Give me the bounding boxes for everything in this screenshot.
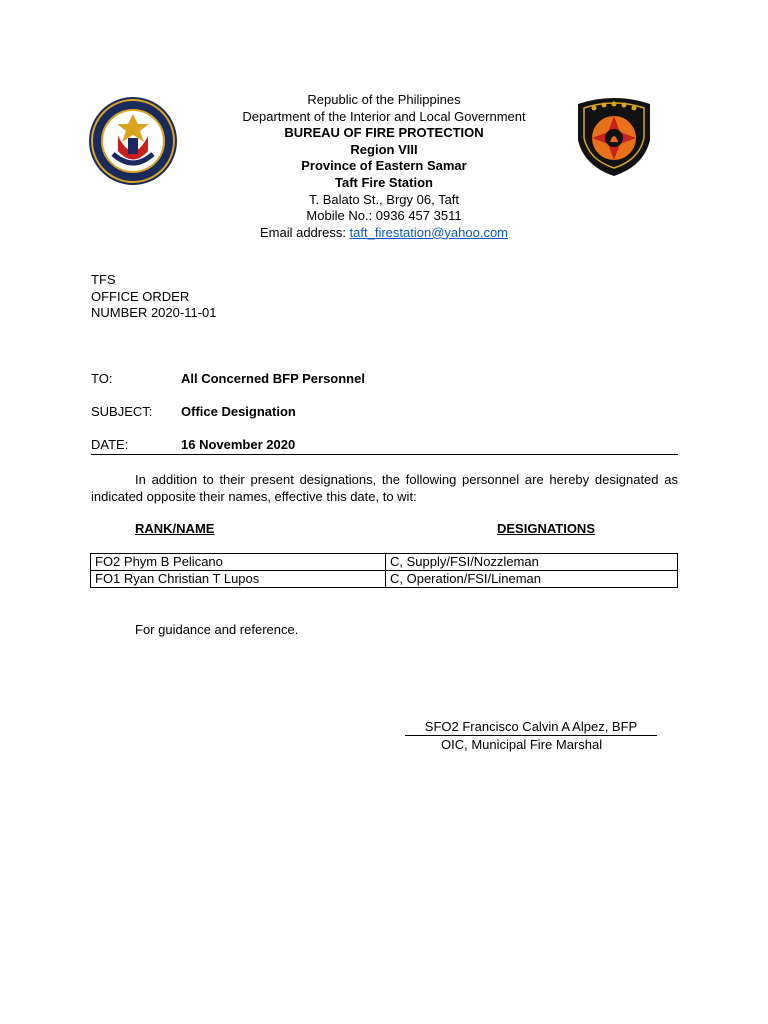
email-link[interactable]: taft_firestation@yahoo.com (349, 224, 509, 240)
order-office: TFS (91, 272, 116, 287)
designation-cell: C, Supply/FSI/Nozzleman (386, 554, 678, 571)
header-divider (91, 454, 678, 455)
personnel-name-cell: FO1 Ryan Christian T Lupos (91, 571, 386, 588)
order-number: NUMBER 2020-11-01 (91, 305, 217, 320)
table-row (91, 554, 678, 571)
letterhead-email-line (200, 225, 568, 242)
letterhead-address: T. Balato St., Brgy 06, Taft (308, 191, 460, 207)
body-paragraph: In addition to their present designations, the following personnel are hereby designated as indicated opposite their names, effective this date, to wit: (91, 472, 678, 504)
order-type: OFFICE ORDER (91, 288, 190, 304)
date-value: 16 November 2020 (181, 437, 296, 452)
letterhead (200, 92, 568, 241)
closing-line: For guidance and reference. (135, 622, 299, 637)
letterhead-bureau: BUREAU OF FIRE PROTECTION (284, 125, 484, 141)
signature-block (405, 718, 657, 753)
personnel-name-cell: FO2 Phym B Pelicano (91, 554, 386, 571)
letterhead-department: Department of the Interior and Local Government (242, 108, 526, 124)
letterhead-mobile: Mobile No.: 0936 457 3511 (306, 208, 462, 224)
subject-label: SUBJECT: (91, 404, 153, 419)
rank-name-header: RANK/NAME (135, 521, 215, 536)
bfp-fire-station-emblem-icon (574, 94, 654, 178)
signatory-title: OIC, Municipal Fire Marshal (441, 737, 603, 752)
designations-table (90, 553, 678, 588)
to-label: TO: (91, 371, 113, 386)
letterhead-republic: Republic of the Philippines (307, 92, 461, 107)
designation-cell: C, Operation/FSI/Lineman (386, 571, 678, 588)
bureau-of-fire-protection-seal-icon (88, 96, 178, 186)
signatory-name: SFO2 Francisco Calvin A Alpez, BFP (405, 718, 657, 736)
letterhead-region: Region VIII (350, 141, 418, 157)
letterhead-province: Province of Eastern Samar (301, 158, 467, 174)
email-label: Email address: (259, 224, 350, 240)
designations-header: DESIGNATIONS (497, 521, 595, 536)
letterhead-station: Taft Fire Station (335, 174, 433, 190)
order-block (91, 272, 216, 322)
to-value: All Concerned BFP Personnel (181, 371, 365, 386)
date-label: DATE: (91, 437, 129, 452)
subject-value: Office Designation (181, 404, 296, 419)
table-row (91, 571, 678, 588)
